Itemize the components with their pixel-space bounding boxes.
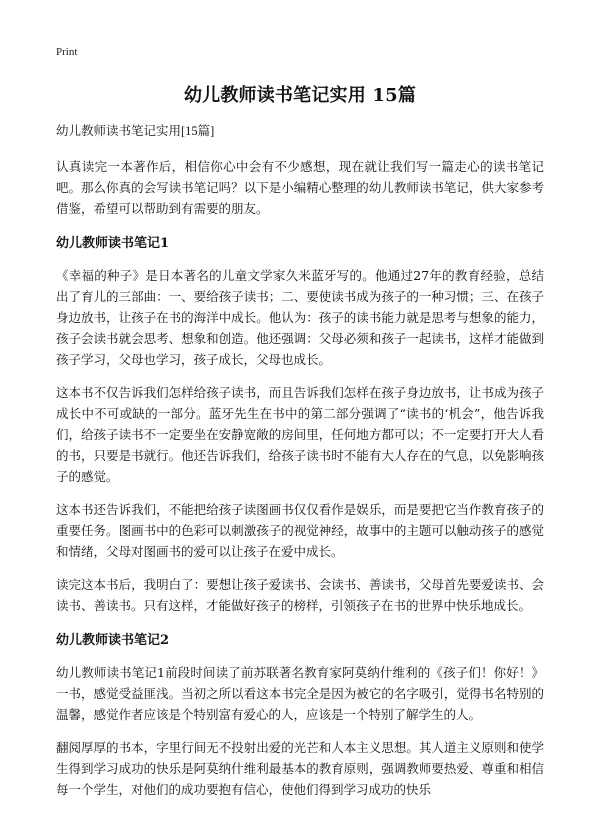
page-title: 幼儿教师读书笔记实用 15篇 [183,85,417,106]
section-paragraph: 幼儿教师读书笔记1前段时间读了前苏联著名教育家阿莫纳什维利的《孩子们！你好！》一书，感觉受益匪浅。当初之所以看这本书完全是因为被它的名字吸引，觉得书名特别的温馨，感觉作者应该是个特别富有爱心的人，应该是一个特别了解学生的人。 [56,665,544,722]
notes-section-1 [56,233,544,616]
section-paragraph: 这本书还告诉我们，不能把给孩子读图画书仅仅看作是娱乐，而是要把它当作教育孩子的重要任务。图画书中的色彩可以刺激孩子的视觉神经，故事中的主题可以触动孩子的感觉和情绪，父母对图画书的爱可以让孩子在爱中成长。 [56,502,544,559]
section-paragraph: 这本书不仅告诉我们怎样给孩子读书，而且告诉我们怎样在孩子身边放书，让书成为孩子成长中不可或缺的一部分。蓝牙先生在书中的第二部分强调了“读书的‘机会”，他告诉我们，给孩子读书不一定要坐在安静宽敞的房间里，任何地方都可以；不一定要打开大人看的书，只要是书就行。他还告诉我们，给孩子读书时不能有大人存在的气息，以免影响孩子的感觉。 [56,385,544,484]
section-paragraph: 翻阅厚厚的书本，字里行间无不投射出爱的光芒和人本主义思想。其人道主义原则和使学生得到学习成功的快乐是阿莫纳什维利最基本的教育原则，强调教师要热爱、尊重和相信每一个学生，对他们的成功要抱有信心，使他们得到学习成功的快乐 [56,740,544,797]
intro-paragraph: 认真读完一本著作后，相信你心中会有不少感想，现在就让我们写一篇走心的读书笔记吧。那么你真的会写读书笔记吗？以下是小编精心整理的幼儿教师读书笔记，供大家参考借鉴，希望可以帮助到有需要的朋友。 [56,159,544,216]
section-paragraph: 读完这本书后，我明白了：要想让孩子爱读书、会读书、善读书，父母首先要爱读书、会读书、善读书。只有这样，才能做好孩子的榜样，引领孩子在书的世界中快乐地成长。 [56,577,544,613]
print-label: Print [56,46,78,58]
section-heading: 幼儿教师读书笔记1 [56,236,170,251]
section-heading: 幼儿教师读书笔记2 [56,633,170,648]
document-subtitle: 幼儿教师读书笔记实用[15篇] [56,124,215,138]
notes-section-2 [56,630,544,800]
section-paragraph: 《幸福的种子》是日本著名的儿童文学家久米蓝牙写的。他通过27年的教育经验，总结出了育儿的三部曲：一、要给孩子读书；二、要使读书成为孩子的一种习惯；三、在孩子身边放书，让孩子在书的海洋中成长。他认为：孩子的读书能力就是思考与想象的能力，孩子会读书就会思考、想象和创造。他还强调：父母必须和孩子一起读书，这样才能做到孩子学习，父母也学习，孩子成长，父母也成长。 [56,268,544,367]
